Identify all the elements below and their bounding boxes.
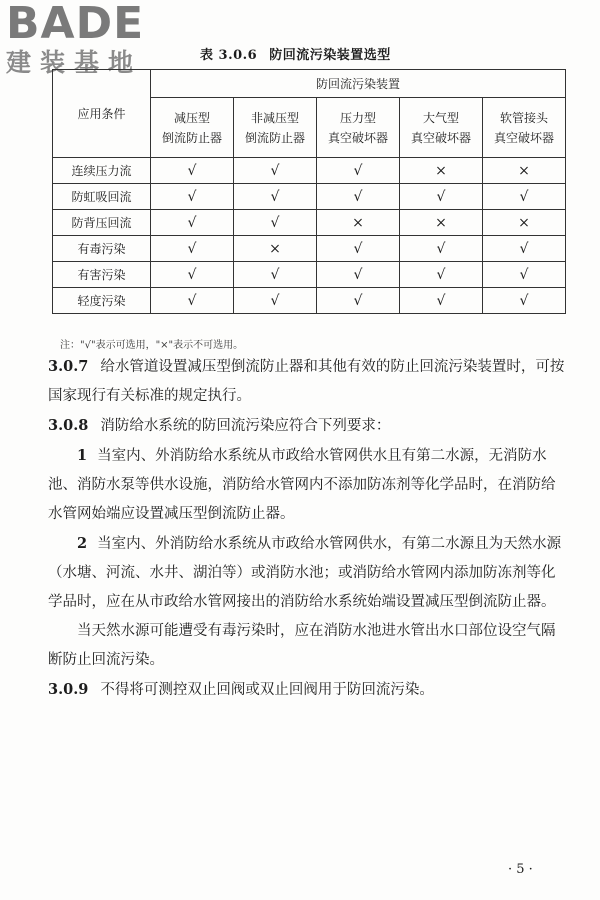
condition-cell: 轻度污染 bbox=[53, 288, 151, 314]
mark-cell: √ bbox=[234, 184, 317, 210]
mark-cell: √ bbox=[483, 184, 566, 210]
mark-cell: √ bbox=[483, 262, 566, 288]
mark-cell: × bbox=[483, 158, 566, 184]
mark-cell: √ bbox=[317, 262, 400, 288]
clause-number: 3.0.7 bbox=[48, 358, 89, 375]
site-logo bbox=[6, 2, 176, 78]
mark-cell: √ bbox=[400, 184, 483, 210]
clause-text: 消防给水系统的防回流污染应符合下列要求： bbox=[100, 418, 391, 434]
device-selection-table bbox=[52, 69, 566, 314]
column-header: 非减压型 倒流防止器 bbox=[234, 98, 317, 158]
mark-cell: √ bbox=[151, 288, 234, 314]
page-number: · 5 · bbox=[508, 862, 533, 877]
mark-cell: √ bbox=[317, 158, 400, 184]
mark-cell: √ bbox=[400, 288, 483, 314]
table-row bbox=[53, 288, 566, 314]
table-row bbox=[53, 158, 566, 184]
column-header: 软管接头 真空破坏器 bbox=[483, 98, 566, 158]
condition-cell: 有毒污染 bbox=[53, 236, 151, 262]
table-number: 表 3.0.6 bbox=[200, 48, 258, 63]
mark-cell: √ bbox=[234, 210, 317, 236]
mark-cell: √ bbox=[400, 262, 483, 288]
table-title: 防回流污染装置选型 bbox=[269, 48, 391, 63]
logo-wordmark: BADE bbox=[6, 0, 145, 49]
condition-cell: 防背压回流 bbox=[53, 210, 151, 236]
clause-text: 不得将可测控双止回阀或双止回阀用于防回流污染。 bbox=[100, 682, 434, 698]
mark-cell: √ bbox=[151, 184, 234, 210]
mark-cell: √ bbox=[151, 262, 234, 288]
clause-3-0-9 bbox=[48, 675, 568, 705]
column-header: 减压型 倒流防止器 bbox=[151, 98, 234, 158]
mark-cell: √ bbox=[483, 236, 566, 262]
clause-3-0-8-item-1 bbox=[48, 441, 568, 529]
logo-subtitle: 建装基地 bbox=[6, 48, 143, 77]
clause-3-0-7 bbox=[48, 352, 568, 411]
mark-cell: √ bbox=[317, 288, 400, 314]
mark-cell: × bbox=[400, 158, 483, 184]
mark-cell: √ bbox=[400, 236, 483, 262]
item-text: 当室内、外消防给水系统从市政给水管网供水且有第二水源，无消防水池、消防水泵等供水设施，消防给水管网内不添加防冻剂等化学品时，在消防给水管网始端应设置减压型倒流防止器。 bbox=[48, 448, 556, 522]
column-header: 压力型 真空破坏器 bbox=[317, 98, 400, 158]
table-note: 注："√"表示可选用，"×"表示不可选用。 bbox=[60, 340, 244, 351]
mark-cell: √ bbox=[317, 236, 400, 262]
clause-3-0-8 bbox=[48, 411, 568, 441]
column-header: 大气型 真空破坏器 bbox=[400, 98, 483, 158]
item-number: 1 bbox=[77, 447, 88, 464]
mark-cell: √ bbox=[151, 210, 234, 236]
mark-cell: √ bbox=[151, 158, 234, 184]
condition-cell: 连续压力流 bbox=[53, 158, 151, 184]
condition-cell: 有害污染 bbox=[53, 262, 151, 288]
mark-cell: × bbox=[483, 210, 566, 236]
clause-text: 给水管道设置减压型倒流防止器和其他有效的防止回流污染装置时，可按国家现行有关标准的规定执行。 bbox=[48, 359, 565, 404]
clauses-body bbox=[48, 352, 568, 705]
table-row bbox=[53, 262, 566, 288]
mark-cell: √ bbox=[234, 158, 317, 184]
mark-cell: × bbox=[234, 236, 317, 262]
item-text: 当室内、外消防给水系统从市政给水管网供水，有第二水源且为天然水源（水塘、河流、水井、湖泊等）或消防水池；或消防给水管网内添加防冻剂等化学品时，应在从市政给水管网接出的消防给水系统始端设置减压型倒流防止器。 bbox=[48, 536, 562, 610]
clause-number: 3.0.9 bbox=[48, 681, 89, 698]
condition-cell: 防虹吸回流 bbox=[53, 184, 151, 210]
clause-3-0-8-item-2-extra: 当天然水源可能遭受有毒污染时，应在消防水池进水管出水口部位设空气隔断防止回流污染。 bbox=[48, 623, 556, 668]
mark-cell: √ bbox=[234, 262, 317, 288]
clause-number: 3.0.8 bbox=[48, 417, 89, 434]
group-header: 防回流污染装置 bbox=[151, 70, 566, 98]
mark-cell: √ bbox=[234, 288, 317, 314]
table-row bbox=[53, 236, 566, 262]
table-row bbox=[53, 210, 566, 236]
row-header: 应用条件 bbox=[53, 70, 151, 158]
mark-cell: × bbox=[400, 210, 483, 236]
clause-3-0-8-item-2 bbox=[48, 529, 568, 617]
mark-cell: √ bbox=[151, 236, 234, 262]
table-row bbox=[53, 184, 566, 210]
mark-cell: √ bbox=[317, 184, 400, 210]
mark-cell: × bbox=[317, 210, 400, 236]
mark-cell: √ bbox=[483, 288, 566, 314]
table-caption bbox=[200, 44, 391, 63]
item-number: 2 bbox=[77, 535, 88, 552]
